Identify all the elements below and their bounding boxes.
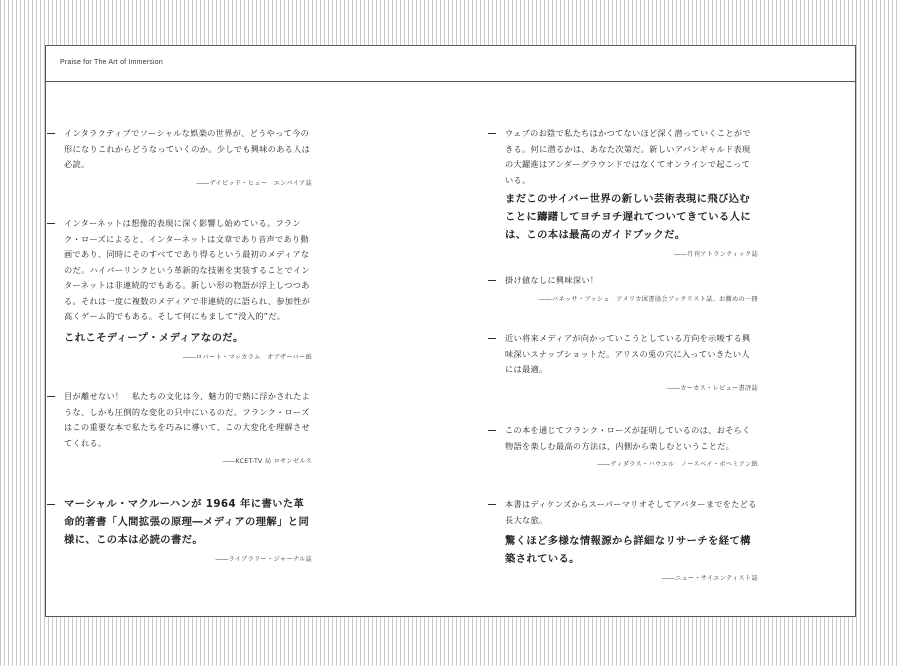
quote-text: 近い将来メディアが向かっていこうとしている方向を示唆する興味深いスナップショットだ。アリスの兎の穴に入っていきたい人には最適。	[505, 333, 751, 374]
praise-quote	[47, 126, 312, 187]
quote-source: ――ニュー・サイエンティスト誌	[661, 575, 758, 582]
dash-bullet	[488, 133, 496, 134]
praise-quote	[488, 331, 758, 392]
dash-bullet	[488, 280, 496, 281]
quote-source: ――KCET-TV 局 ロサンゼルス	[222, 458, 312, 465]
praise-quote	[488, 423, 758, 468]
quote-emphasis: 驚くほど多様な情報源から詳細なリサーチを経て構築されている。	[505, 535, 751, 565]
dash-bullet	[488, 338, 496, 339]
quote-emphasis: まだこのサイバー世界の新しい芸術表現に飛び込むことに躊躇してヨチヨチ遅れてついてきている人には、この本は最高のガイドブックだ。	[505, 193, 752, 241]
quote-text: 掛け値なしに興味深い！	[505, 275, 599, 285]
praise-quote	[488, 273, 758, 303]
dash-bullet	[47, 223, 55, 224]
running-title: Praise for The Art of Immersion	[60, 59, 163, 66]
quote-source: ――ライブラリー・ジャーナル誌	[215, 556, 312, 563]
praise-quote	[47, 389, 312, 465]
quote-source: ――月刊アトランティック誌	[674, 251, 758, 258]
praise-quote	[47, 495, 312, 563]
quote-text: ウェブのお陰で私たちはかつてないほど深く潜っていくことができる。何に潜るかは、あなた次第だ。新しいアバンギャルド表現の大躍進はアンダーグラウンドではなくてオンラインで起こっている。	[505, 128, 751, 185]
quote-source: ――バネッサ・ブッシュ アメリカ図書協会ブックリスト誌、お薦めの一冊	[538, 295, 758, 303]
praise-quote	[47, 216, 312, 361]
quote-text: この本を通じてフランク・ローズが証明しているのは、おそらく物語を楽しむ最高の方法は、内側から楽しむということだ。	[505, 425, 751, 451]
quote-source: ――カーカス・レビュー書評誌	[667, 384, 758, 392]
dash-bullet	[47, 504, 55, 505]
dash-bullet	[488, 504, 496, 505]
praise-quote	[488, 126, 758, 258]
quote-text: 本書はディケンズからスーパーマリオそしてアバターまでをたどる長大な旅。	[505, 499, 757, 525]
dash-bullet	[47, 396, 55, 397]
quote-emphasis: マーシャル・マクルーハンが 1964 年に書いた革命的著書「人間拡張の原理―メディアの理解」と同様に、この本は必読の書だ。	[64, 498, 310, 546]
quote-source: ――デイビッド・ヒュー エンパイア誌	[196, 179, 312, 187]
dash-bullet	[47, 133, 55, 134]
dash-bullet	[488, 430, 496, 431]
quote-text: インターネットは想像的表現に深く影響し始めている。フランク・ローズによると、インターネットは文章であり音声であり動画であり、同時にそのすべてであり得るという最初のメディアなのだ。ハイパーリンクという革新的な技術を実装することでインターネットは非連続的でもある。新しい形の物語が浮上しつつある。それは一度に複数のメディアで非連続的に語られ、参加性が高くゲーム的でもある。そして何にもまして“没入的”だ。	[64, 218, 311, 321]
page-header	[46, 46, 855, 82]
quote-emphasis: これこそディープ・メディアなのだ。	[64, 331, 244, 344]
quote-text: インタラクティブでソーシャルな娯楽の世界が、どうやって今の形になりこれからどうなっていくのか。少しでも興味のある人は必読。	[64, 128, 311, 169]
quote-text: 目が離せない！ 私たちの文化は今、魅力的で熱に浮かされたような、しかも圧倒的な変化の只中にいるのだ。フランク・ローズはこの重要な本で私たちを巧みに導いて、この大変化を理解させてくれる。	[64, 391, 311, 448]
praise-quote	[488, 497, 758, 582]
quote-source: ――ディダラス・ハウエル ノースベイ・ボヘミアン紙	[597, 461, 758, 468]
quote-source: ――ロバート・マッカラム オブザーバー紙	[183, 353, 312, 361]
